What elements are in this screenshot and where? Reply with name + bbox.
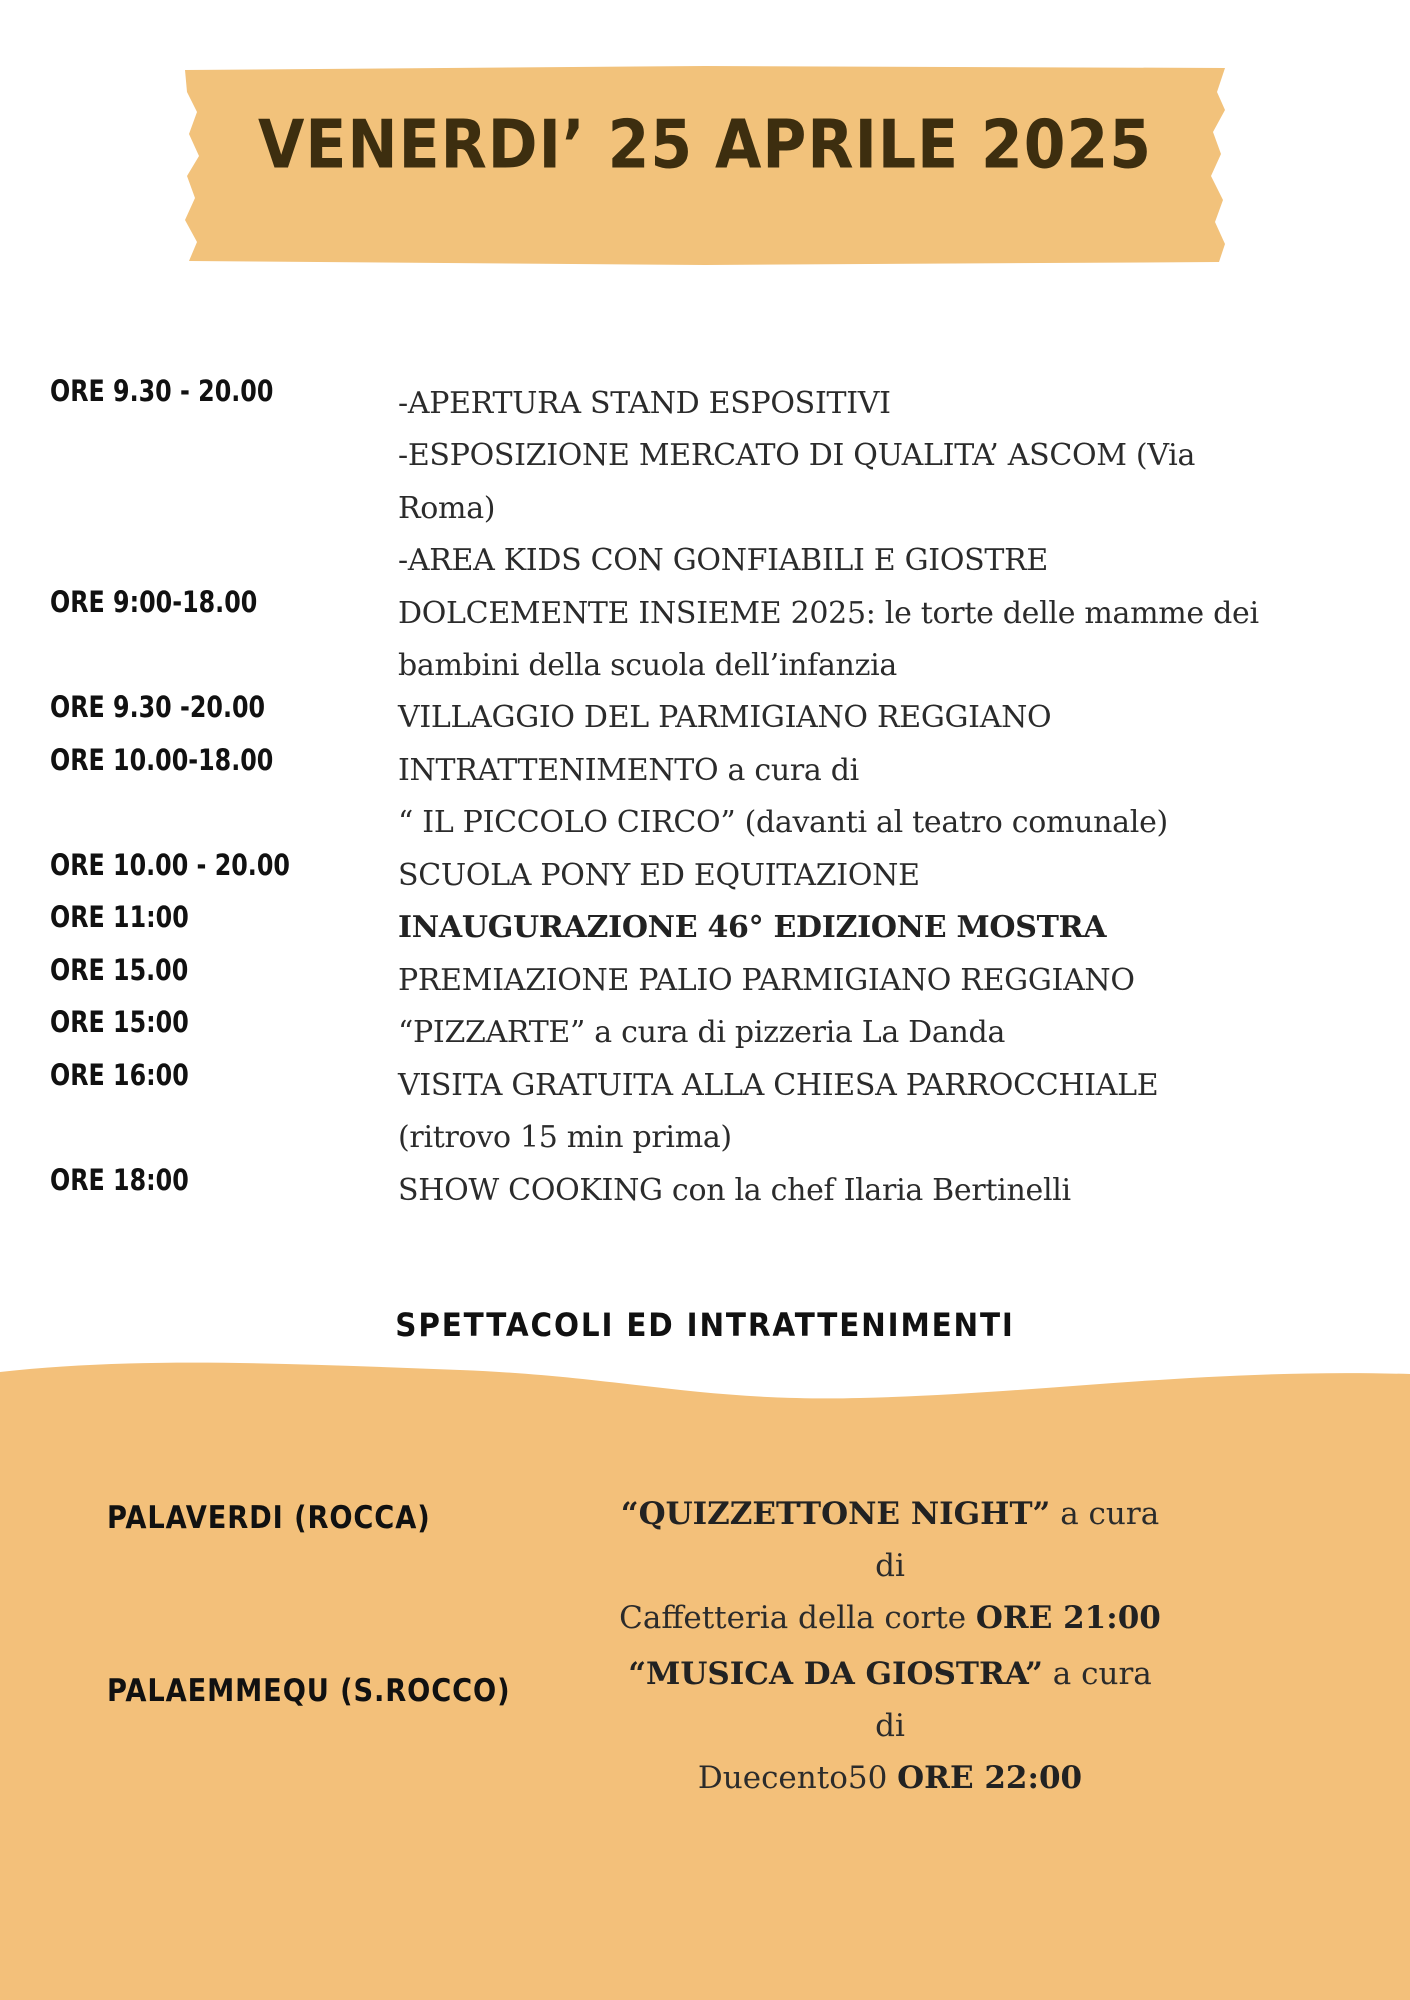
venue-label: PALAEMMEQU (S.ROCCO)	[107, 1673, 511, 1709]
schedule-line: -AREA KIDS CON GONFIABILI E GIOSTRE	[398, 543, 1048, 578]
schedule-time: ORE 11:00	[50, 900, 189, 934]
schedule-line: INAUGURAZIONE 46° EDIZIONE MOSTRA	[398, 910, 1107, 945]
schedule-time: ORE 15:00	[50, 1005, 189, 1039]
schedule-line: VISITA GRATUITA ALLA CHIESA PARROCCHIALE	[398, 1068, 1159, 1103]
schedule-line: “PIZZARTE” a cura di pizzeria La Danda	[398, 1015, 1006, 1050]
event-desc-text: Duecento50	[697, 1760, 898, 1796]
event-show-title: “MUSICA DA GIOSTRA”	[628, 1656, 1043, 1692]
schedule-line: VILLAGGIO DEL PARMIGIANO REGGIANO	[398, 700, 1052, 735]
schedule-time: ORE 10.00 - 20.00	[50, 848, 290, 882]
schedule-line: PREMIAZIONE PALIO PARMIGIANO REGGIANO	[398, 963, 1135, 998]
schedule-line: “ IL PICCOLO CIRCO” (davanti al teatro comunale)	[398, 805, 1168, 840]
schedule-line: bambini della scuola dell’infanzia	[398, 648, 897, 683]
event-desc-text: a cura di	[875, 1656, 1152, 1744]
event-time: ORE 21:00	[975, 1600, 1161, 1636]
schedule-line: (ritrovo 15 min prima)	[398, 1120, 732, 1155]
page-title: VENERDI’ 25 APRILE 2025	[257, 105, 1153, 185]
schedule-time: ORE 16:00	[50, 1058, 189, 1092]
schedule-line: DOLCEMENTE INSIEME 2025: le torte delle mamme dei	[398, 596, 1259, 631]
schedule-line: -APERTURA STAND ESPOSITIVI	[398, 386, 891, 421]
event-description	[610, 1648, 1170, 1804]
event-desc-text: Caffetteria della corte	[619, 1600, 976, 1636]
schedule-time: ORE 10.00-18.00	[50, 743, 274, 777]
schedule-time: ORE 9.30 - 20.00	[50, 374, 274, 408]
schedule-line: SHOW COOKING con la chef Ilaria Bertinelli	[398, 1173, 1071, 1208]
event-show-title: “QUIZZETTONE NIGHT”	[620, 1496, 1051, 1532]
event-time: ORE 22:00	[897, 1760, 1083, 1796]
event-description	[610, 1488, 1170, 1644]
section-title: SPETTACOLI ED INTRATTENIMENTI	[395, 1306, 1015, 1344]
schedule-line: -ESPOSIZIONE MERCATO DI QUALITA’ ASCOM (Via	[398, 438, 1196, 473]
venue-label: PALAVERDI (ROCCA)	[107, 1500, 431, 1536]
schedule-time: ORE 15.00	[50, 953, 189, 987]
schedule-time: ORE 9.30 -20.00	[50, 690, 266, 724]
schedule-line: INTRATTENIMENTO a cura di	[398, 753, 859, 788]
schedule-line: SCUOLA PONY ED EQUITAZIONE	[398, 858, 920, 893]
schedule-line: Roma)	[398, 491, 496, 526]
event-desc-text: a cura di	[875, 1496, 1160, 1584]
schedule-time: ORE 18:00	[50, 1163, 189, 1197]
schedule-time: ORE 9:00-18.00	[50, 585, 258, 619]
